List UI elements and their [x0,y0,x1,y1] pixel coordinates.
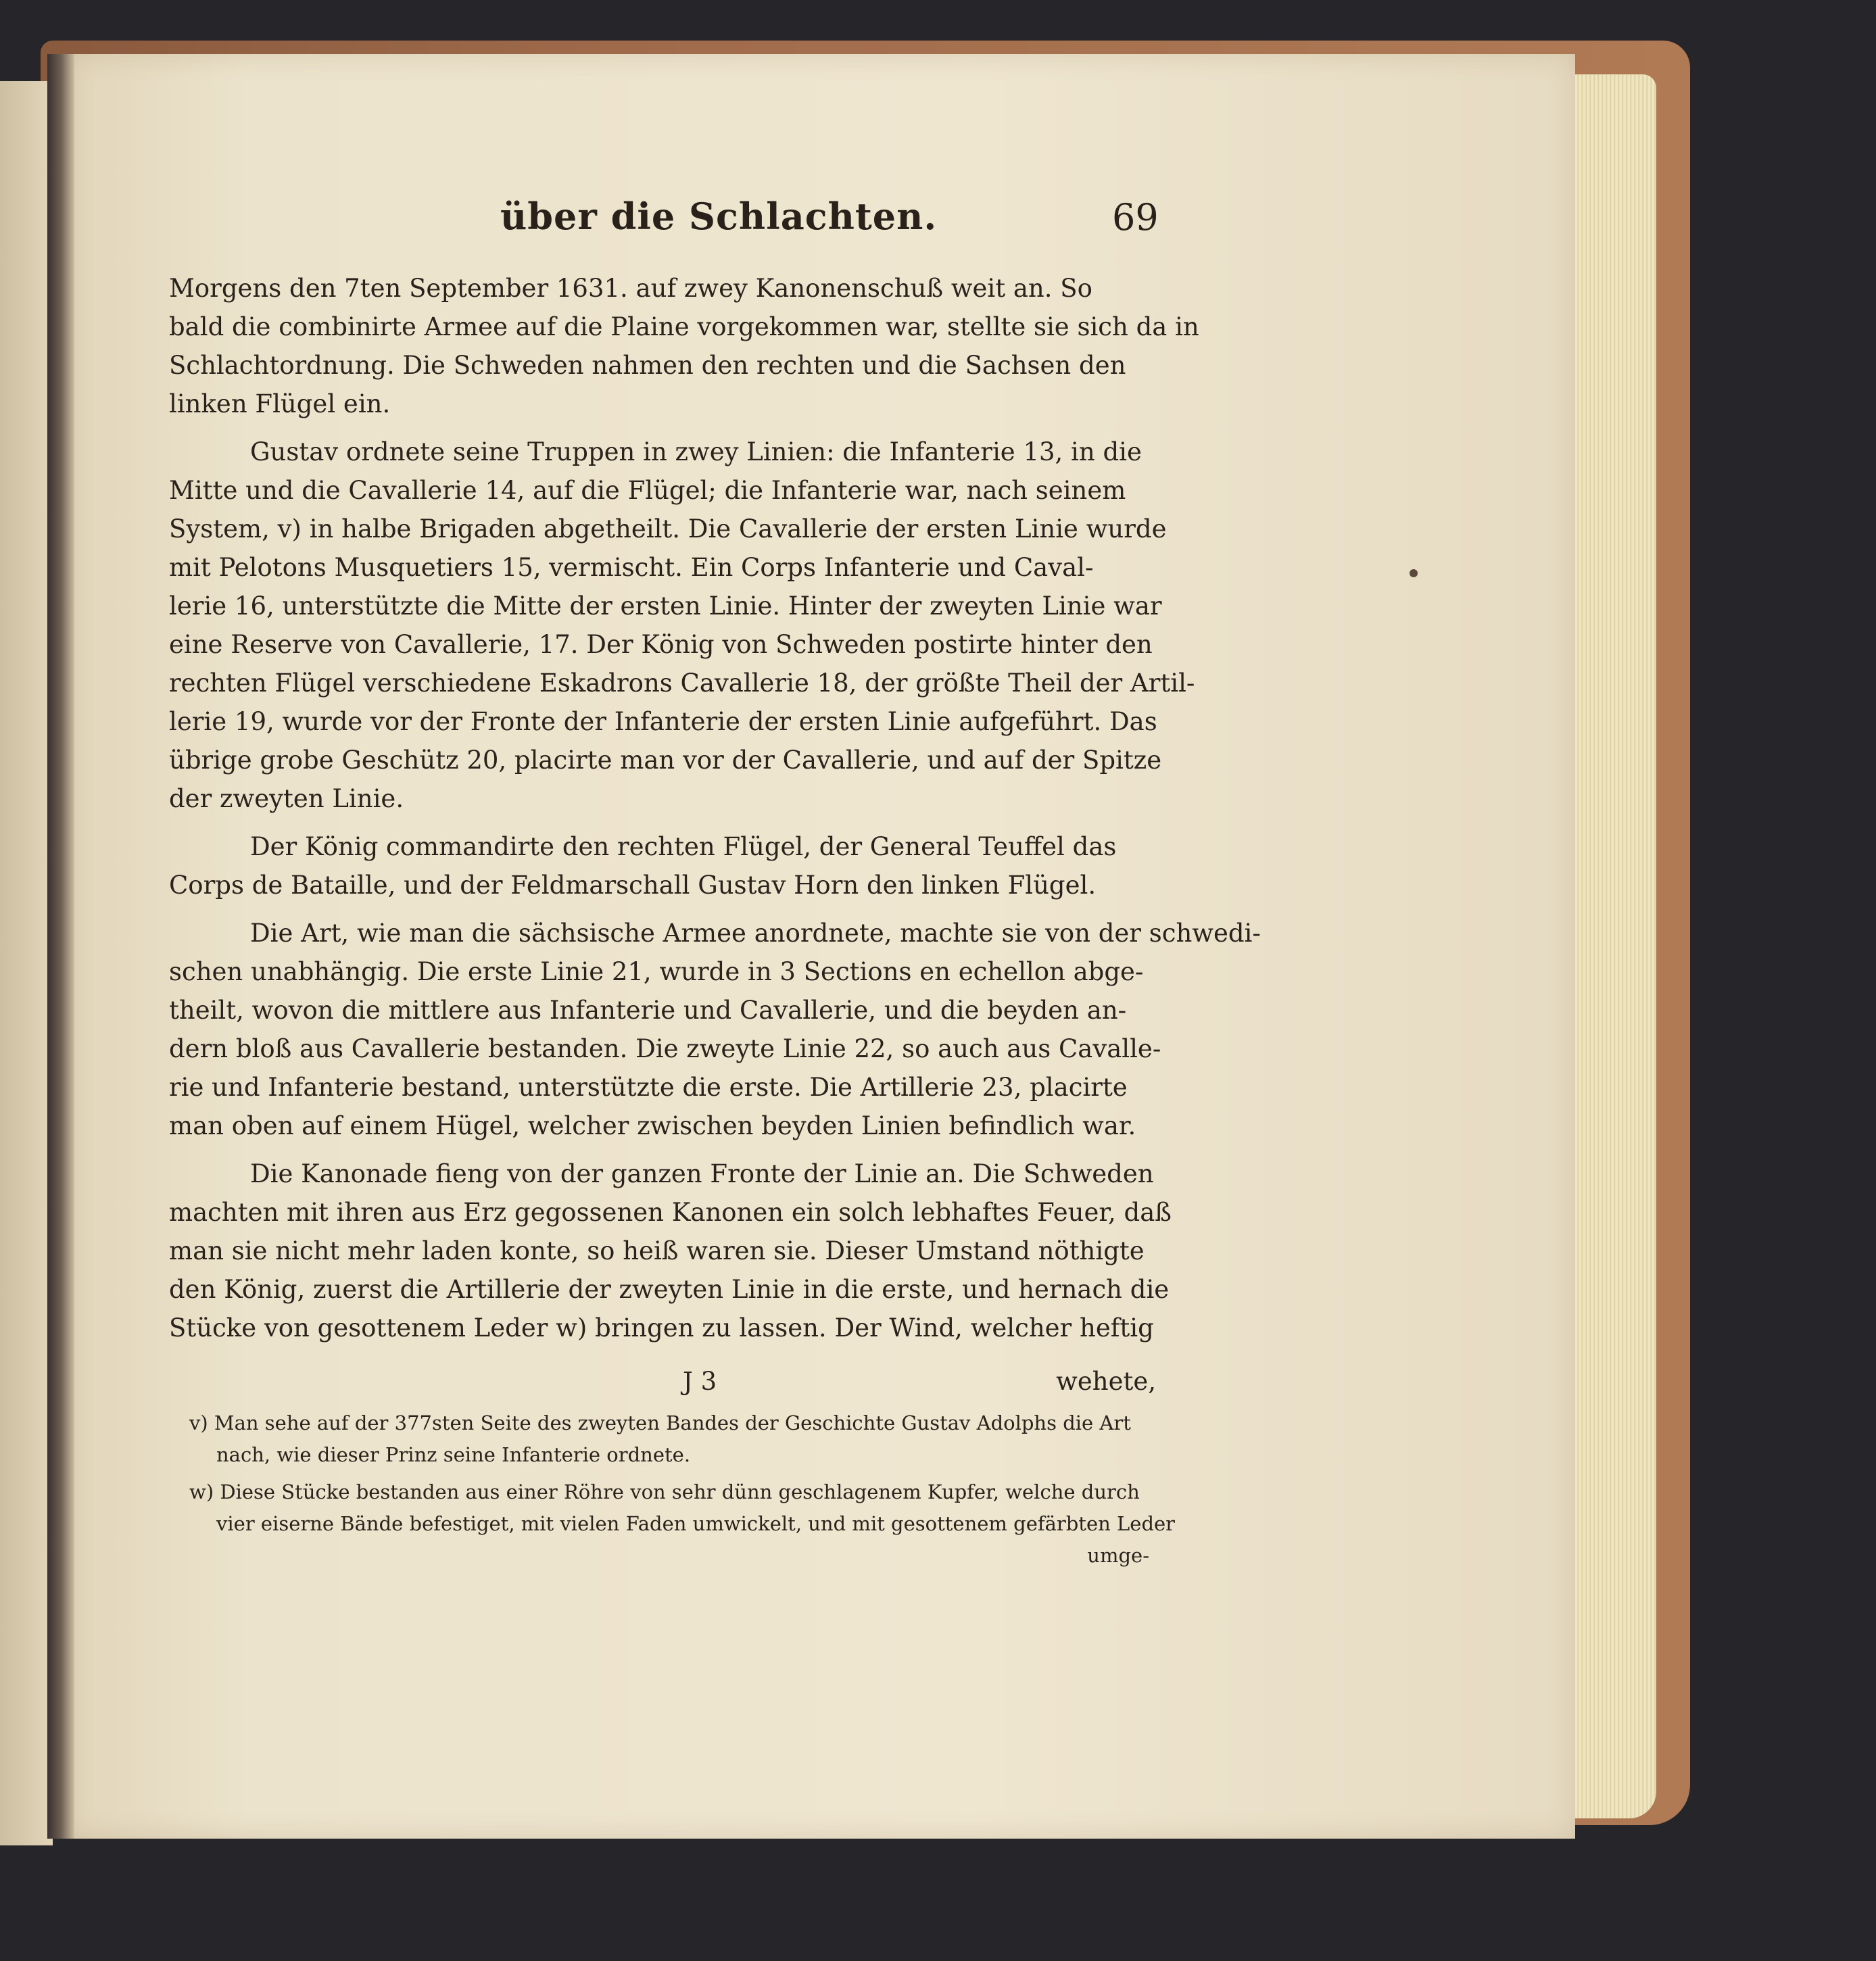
text-line: Stücke von gesottenem Leder w) bringen zu lassen. Der Wind, welcher heftig [169,1313,1154,1342]
ink-spot [1410,569,1418,577]
text-line: rechten Flügel verschiedene Eskadrons Cavallerie 18, der größte Theil der Artil- [169,669,1195,698]
catchword: wehete, [1056,1367,1156,1396]
book-gutter [47,54,74,1839]
text-line: lerie 16, unterstützte die Mitte der ersten Linie. Hinter der zweyten Linie war [169,591,1162,621]
running-title: über die Schlachten. [500,195,938,238]
footnote-line: v) Man sehe auf der 377sten Seite des zweyten Bandes der Geschichte Gustav Adolphs die Art [189,1411,1131,1434]
text-line: eine Reserve von Cavallerie, 17. Der König von Schweden postirte hinter den [169,630,1153,659]
text-line: schen unabhängig. Die erste Linie 21, wurde in 3 Sections en echellon abge- [169,957,1144,986]
text-line: Morgens den 7ten September 1631. auf zwey Kanonenschuß weit an. So [169,274,1092,303]
text-line: Mitte und die Cavallerie 14, auf die Flügel; die Infanterie war, nach seinem [169,476,1126,505]
paragraph [169,827,1156,904]
footnotes [189,1407,1176,1572]
text-line: Gustav ordnete seine Truppen in zwey Linien: die Infanterie 13, in die [250,437,1142,466]
text-line: dern bloß aus Cavallerie bestanden. Die zweyte Linie 22, so auch aus Cavalle- [169,1034,1161,1063]
paragraph [169,269,1199,423]
text-line: Corps de Bataille, und der Feldmarschall Gustav Horn den linken Flügel. [169,871,1097,900]
facing-page-edge [0,81,53,1845]
text-line: Die Kanonade fieng von der ganzen Fronte der Linie an. Die Schweden [250,1159,1154,1188]
signature-row [169,1367,1156,1401]
text-line: man sie nicht mehr laden konte, so heiß waren sie. Dieser Umstand nöthigte [169,1236,1145,1265]
footnote-catchword: umge- [1087,1544,1149,1567]
text-line: übrige grobe Geschütz 20, placirte man vor der Cavallerie, und auf der Spitze [169,746,1162,775]
footnote-line: nach, wie dieser Prinz seine Infanterie ordnete. [216,1443,691,1466]
text-line: lerie 19, wurde vor der Fronte der Infanterie der ersten Linie aufgeführt. Das [169,707,1157,736]
text-line: System, v) in halbe Brigaden abgetheilt. Die Cavallerie der ersten Linie wurde [169,514,1167,543]
text-line: den König, zuerst die Artillerie der zweyten Linie in die erste, und hernach die [169,1275,1170,1304]
text-line: theilt, wovon die mittlere aus Infanterie und Cavallerie, und die beyden an- [169,996,1127,1025]
text-line: rie und Infanterie bestand, unterstützte die erste. Die Artillerie 23, placirte [169,1073,1128,1102]
paragraph [169,433,1195,818]
footnote [189,1476,1176,1572]
page-number: 69 [1112,196,1159,239]
text-line: der zweyten Linie. [169,784,404,813]
paragraph [169,914,1261,1145]
text-line: bald die combinirte Armee auf die Plaine vorgekommen war, stellte sie sich da in [169,312,1199,341]
paragraph [169,1155,1172,1347]
text-line: Schlachtordnung. Die Schweden nahmen den rechten und die Sachsen den [169,351,1126,380]
text-line: man oben auf einem Hügel, welcher zwischen beyden Linien befindlich war. [169,1111,1136,1140]
footnote-line: vier eiserne Bände befestiget, mit vielen Faden umwickelt, und mit gesottenem gefärbten Leder [216,1512,1176,1535]
main-text [169,269,1261,1347]
text-line: Die Art, wie man die sächsische Armee anordnete, machte sie von der schwedi- [250,919,1261,948]
text-line: machten mit ihren aus Erz gegossenen Kanonen ein solch lebhaftes Feuer, daß [169,1198,1172,1227]
footnote [189,1407,1149,1471]
signature-mark: J 3 [683,1367,717,1396]
text-line: linken Flügel ein. [169,389,391,418]
text-line: Der König commandirte den rechten Flügel, der General Teuffel das [250,832,1117,861]
text-line: mit Pelotons Musquetiers 15, vermischt. Ein Corps Infanterie und Caval- [169,553,1094,582]
footnote-line: w) Diese Stücke bestanden aus einer Röhre von sehr dünn geschlagenem Kupfer, welche durch [189,1480,1140,1503]
